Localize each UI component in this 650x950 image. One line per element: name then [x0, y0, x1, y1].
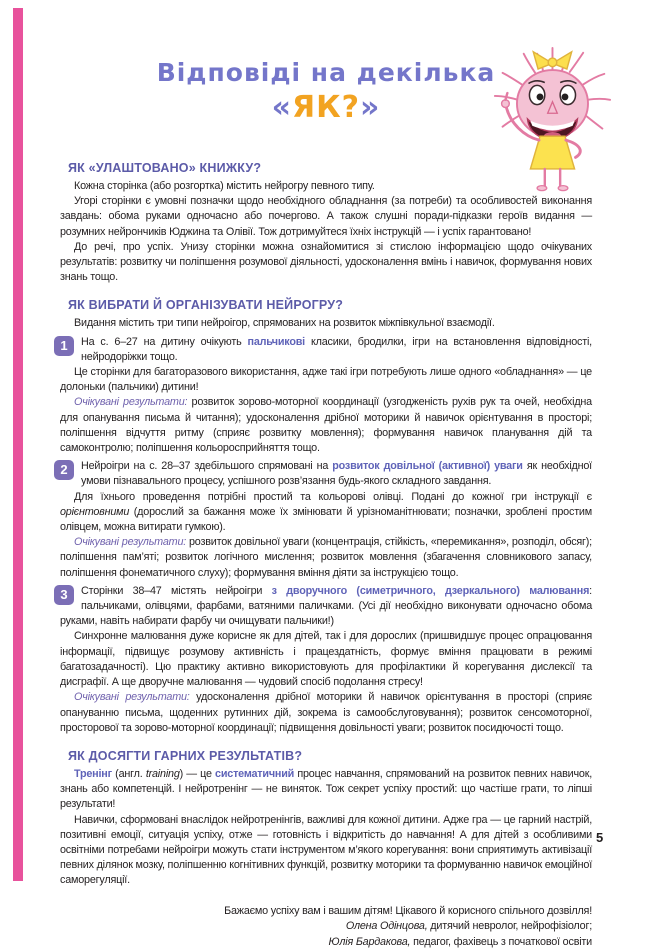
closing-block	[60, 904, 592, 950]
paragraph: Очікувані результати: розвиток довільної уваги (концентрація, стійкість, «перемикання», розподіл, обсяг); поліпшення пам’яті; розвиток логічного мислення; розвиток мовлення (збагачення словникового запасу, поліпшення фонематичного слуху); формування вміння діяти за інструкцією тощо.	[60, 536, 592, 579]
title-word: ЯК?	[291, 90, 361, 125]
paragraph: Навички, сформовані внаслідок нейротренінгів, важливі для кожної дитини. Адже гра — це гарний настрій, позитивні емоції, ситуація успіху, отже — готовність і відкритість до навчання! А для дітей з особливими освітніми потребами нейроігри можуть стати інструментом м’якого корегування: вони сприятимуть активізації певних ділянок мозку, поліпшенню когнітивних функцій, розвитку моторики та формуванню навичок емоційної саморегуляції.	[60, 813, 592, 887]
author-credit: Олена Одінцова, дитячий невролог, нейрофізіолог;	[345, 920, 592, 933]
paragraph: Сторінки 38–47 містять нейроігри з дворучного (симетричного, дзеркального) малювання: пальчиками, олівцями, фарбами, ватяними паличками. (Усі дії необхідно виконувати одночасно обома руками, навіть набирати фарбу чи очищувати пальчики!)	[60, 584, 592, 628]
paragraph: Угорі сторінки є умовні позначки щодо необхідного обладнання (за потреби) та особливостей виконання завдань: обома руками одночасно або почергово. А також слушні поради-підказки героїв видання — розумних нейрончиків Юджина та Олівії. Тож дотримуйтеся їхніх інструкцій — і успіх гарантовано!	[60, 195, 592, 238]
list-item-1	[60, 335, 592, 457]
paragraph: Тренінг (англ. training) — це систематичний процес навчання, спрямований на розвиток певних навичок, знань або компетенцій. І нейротренінг — не виняток. Тож секрет успіху простий: що частіше грати, то ліпші результати!	[60, 767, 593, 811]
paragraph: Видання містить три типи нейроігор, спрямованих на розвиток міжпівкульної взаємодії.	[74, 317, 495, 330]
paragraph: Це сторінки для багаторазового використання, адже такі ігри потребують лише одного «обладнання» — це долоньки (пальчики) дитини!	[60, 366, 592, 394]
item-number-badge: 2	[54, 460, 74, 480]
title-quote-close: »	[360, 90, 381, 125]
paragraph: Кожна сторінка (або розгортка) містить нейрогру певного типу.	[74, 180, 375, 192]
paragraph: Очікувані результати: розвиток зорово-моторної координації (узгодженість рухів рук та очей, необхідна для опанування письма й читання); удосконалення дрібної моторики й навичок орієнтування в просторі; поліпшення відчуття ритму (сприяє розвитку мовлення); формування навичок планування дій та самоконтролю; поліпшення кольоросприйняття тощо.	[60, 396, 592, 455]
page-number: 5	[596, 830, 604, 845]
list-item-3	[60, 584, 592, 736]
title-line2	[60, 90, 592, 125]
section-heading-results: ЯК ДОСЯГТИ ГАРНИХ РЕЗУЛЬТАТІВ?	[68, 748, 303, 763]
item-number-badge: 3	[54, 585, 74, 605]
paragraph: Очікувані результати: удосконалення дрібної моторики й навичок орієнтування в просторі (сприяє опануванню письма, щоденних рутинних дій, зокрема із самообслуговування); розвиток сенсомоторної, просторової та зорово-моторної координації; підвищення довільності уваги; розвиток посидючості тощо.	[60, 691, 592, 734]
paragraph: Синхронне малювання дуже корисне як для дітей, так і для дорослих (пришвидшує процес опрацювання інформації, підвищує розумову активність і працездатність, формує вміння працювати в режимі багатозадачності). Цю практику активно використовують для профілактики й корегування дислексії та дисграфії. А ще дворучне малювання — чудовий спосіб подолання стресу!	[60, 630, 592, 689]
section-heading-choose: ЯК ВИБРАТИ Й ОРГАНІЗУВАТИ НЕЙРОГРУ?	[68, 298, 344, 313]
paragraph: До речі, про успіх. Унизу сторінки можна ознайомитися зі стислою інформацією щодо очікуваних результатів: розвитку чи поліпшення розумової діяльності, удосконалення вмінь і навичок, формування нових знань тощо.	[60, 240, 592, 284]
page-title	[60, 58, 592, 125]
item-number-badge: 1	[54, 336, 74, 356]
author-credit: Юлія Бардакова, педагог, фахівець з початкової освіти	[328, 935, 592, 948]
section-heading-structure: ЯК «УЛАШТОВАНО» КНИЖКУ?	[68, 161, 262, 175]
page-content	[60, 58, 592, 950]
paragraph: Нейроігри на с. 28–37 здебільшого спрямовані на розвиток довільної (активної) уваги як необхідної умови пізнавального процесу, успішного розв’язання будь-якого складного завдання.	[81, 460, 592, 488]
paragraph: Для їхнього проведення потрібні простий та кольорові олівці. Подані до кожної гри інструкції є орієнтовними (дорослий за бажання може їх змінювати й урізноманітнювати; позначки, зроблені простим олівцем, можна витирати гумкою).	[60, 490, 592, 534]
closing-wish: Бажаємо успіху вам і вашим дітям! Цікавого й корисного спільного дозвілля!	[224, 904, 592, 917]
paragraph: На с. 6–27 на дитину очікують пальчикові класики, бродилки, ігри на встановлення відповідності, нейродоріжки тощо.	[81, 335, 592, 363]
list-item-2	[60, 459, 592, 581]
title-quote-open: «	[271, 90, 292, 125]
left-accent-strip	[13, 8, 23, 881]
title-line1: Відповіді на декілька	[156, 58, 496, 87]
